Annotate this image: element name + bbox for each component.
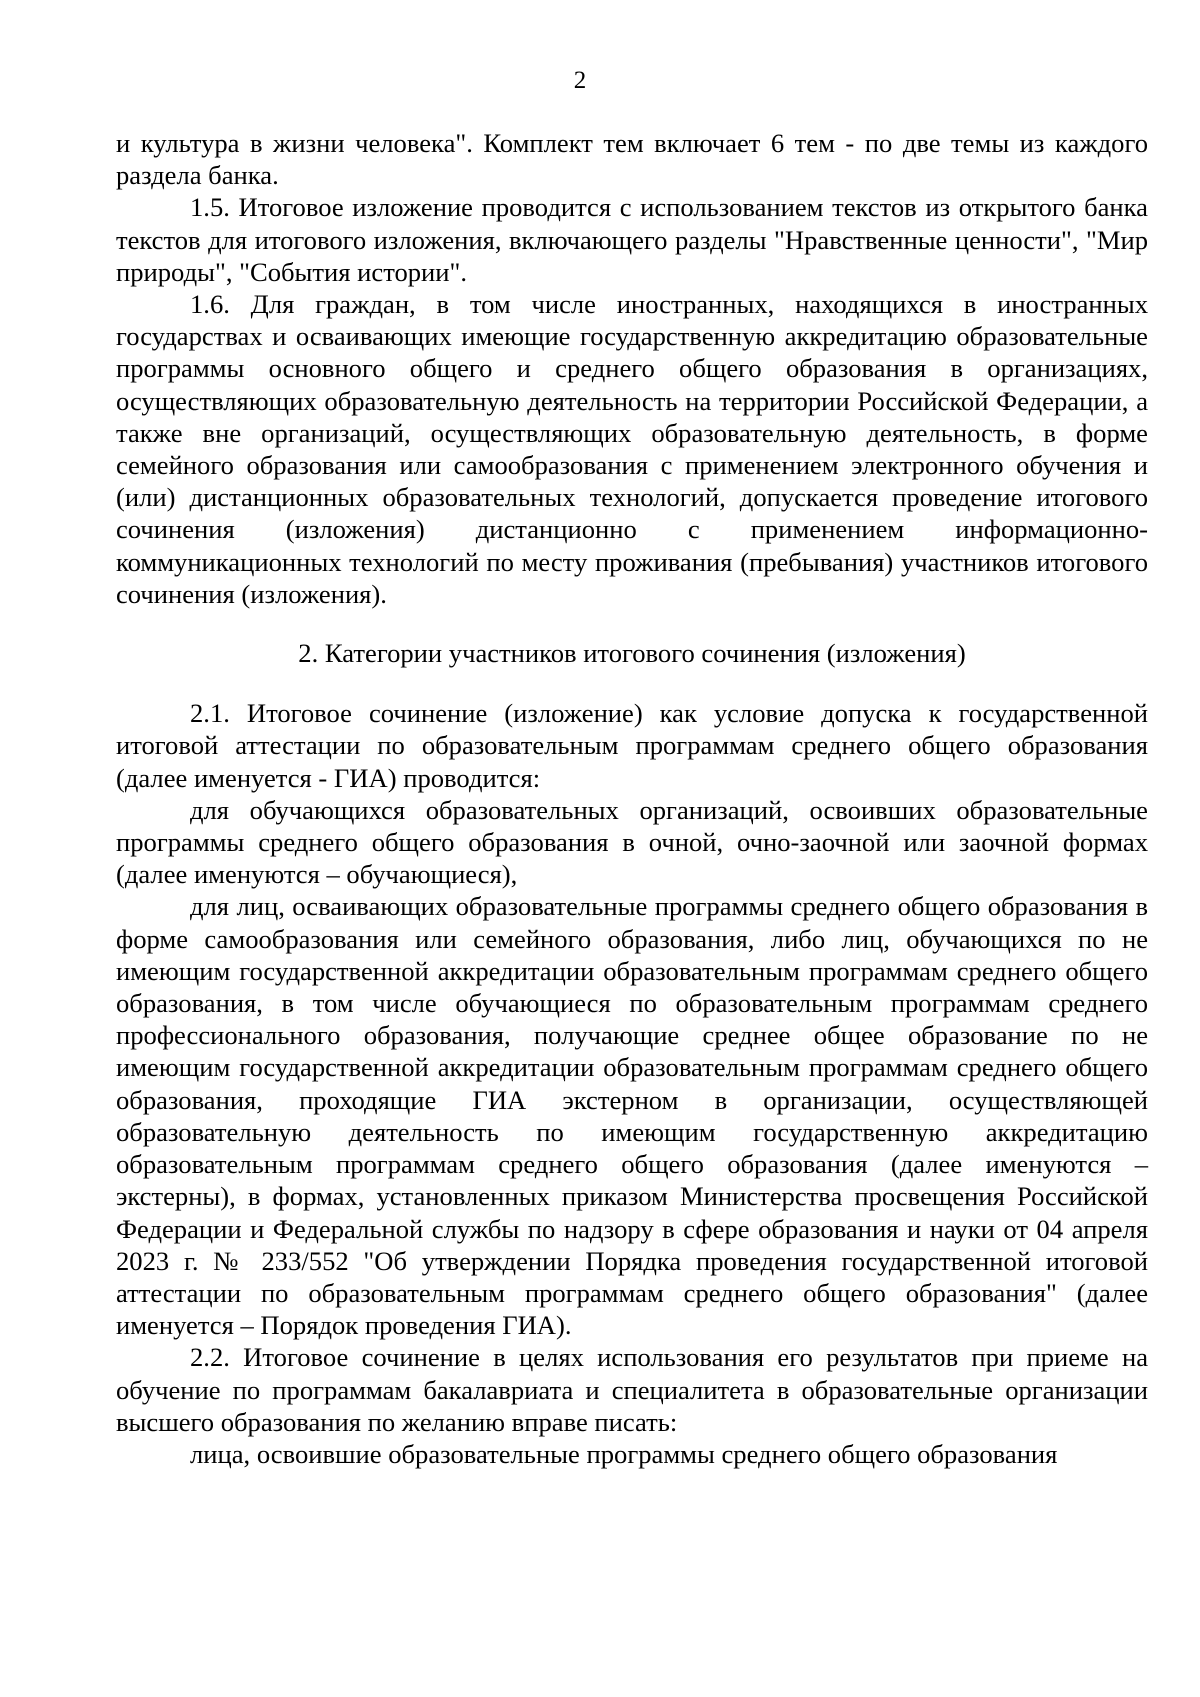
page-number: 2 [573, 67, 587, 94]
paragraph-2-2: 2.2. Итоговое сочинение в целях использования его результатов при приеме на обучение по программам бакалавриата и специалитета в образовательные организации высшего образования по желанию вправе писать: [116, 1342, 1148, 1437]
paragraph-2-1: 2.1. Итоговое сочинение (изложение) как условие допуска к государственной итоговой аттестации по образовательным программам среднего общего образования (далее именуется - ГИА) проводится: [116, 698, 1148, 793]
document-body [116, 127, 1148, 1470]
paragraph-1-6: 1.6. Для граждан, в том числе иностранных, находящихся в иностранных государствах и осваивающих имеющие государственную аккредитацию образовательные программы основного общего и среднего общего образования в организациях, осуществляющих образовательную деятельность на территории Российской Федерации, а также вне организаций, осуществляющих образовательную деятельность, в форме семейного образования или самообразования с применением электронного обучения и (или) дистанционных образовательных технологий, допускается проведение итогового сочинения (изложения) дистанционно с применением информационно-коммуникационных технологий по месту проживания (пребывания) участников итогового сочинения (изложения). [116, 289, 1148, 609]
paragraph-students: для обучающихся образовательных организаций, освоивших образовательные программы среднего общего образования в очной, очно-заочной или заочной формах (далее именуются – обучающиеся), [116, 794, 1148, 890]
section-heading-2: 2. Категории участников итогового сочинения (изложения) [298, 638, 966, 669]
paragraph-1-5: 1.5. Итоговое изложение проводится с использованием текстов из открытого банка текстов для итогового изложения, включающего разделы "Нравственные ценности", "Мир природы", "События истории". [116, 192, 1148, 287]
paragraph-graduates: лица, освоившие образовательные программы среднего общего образования [190, 1438, 1058, 1469]
paragraph-continuation: и культура в жизни человека". Комплект тем включает 6 тем - по две темы из каждого раздела банка. [116, 128, 1148, 191]
paragraph-externs: для лиц, осваивающих образовательные программы среднего общего образования в форме самообразования или семейного образования, либо лиц, обучающихся по не имеющим государственной аккредитации образовательным программам среднего общего образования, в том числе обучающиеся по образовательным программам среднего профессионального образования, получающие среднее общее образование по не имеющим государственной аккредитации образовательным программам среднего общего образования, проходящие ГИА экстерном в организации, осуществляющей образовательную деятельность по имеющим государственную аккредитацию образовательным программам среднего общего образования (далее именуются – экстерны), в формах, установленных приказом Министерства просвещения Российской Федерации и Федеральной службы по надзору в сфере образования и науки от 04 апреля 2023 г. № 233/552 "Об утверждении Порядка проведения государственной итоговой аттестации по образовательным программам среднего общего образования" (далее именуется – Порядок проведения ГИА). [116, 891, 1148, 1341]
